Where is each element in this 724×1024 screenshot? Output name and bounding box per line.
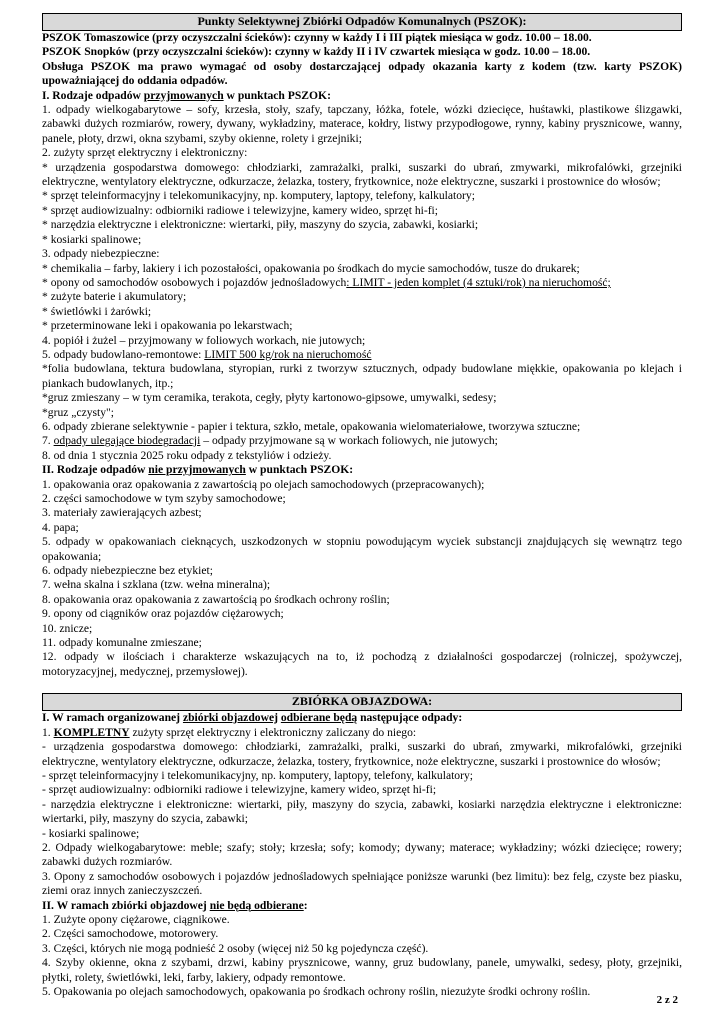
list-item: * przeterminowane leki i opakowania po lekarstwach; <box>42 319 293 333</box>
list-item: 12. odpady w ilościach i charakterze wskazujących na to, iż pochodzą z działalności gospodarczej (rolniczej, spożywczej, motoryzacyjnej, medycznej, przemysłowej). <box>42 650 682 678</box>
list-item: 5. Opakowania po olejach samochodowych, opakowania po środkach ochrony roślin, niezużyte środki ochrony roślin. <box>42 985 591 998</box>
pszok-header: Punkty Selektywnej Zbiórki Odpadów Komunalnych (PSZOK): <box>42 13 682 31</box>
pszok-rejected-heading: II. Rodzaje odpadów nie przyjmowanych w punktach PSZOK: <box>42 463 354 477</box>
pszok-accepted-heading: I. Rodzaje odpadów przyjmowanych w punktach PSZOK: <box>42 88 331 102</box>
list-item: 3. Części, których nie mogą podnieść 2 osoby (więcej niż 50 kg pojedyncza część). <box>42 941 429 955</box>
list-item: 1. Zużyte opony ciężarowe, ciągnikowe. <box>42 912 230 926</box>
list-item: 2. Części samochodowe, motorowery. <box>42 927 219 941</box>
list-item: 1. opakowania oraz opakowania z zawartością po olejach samochodowych (przepracowanych); <box>42 477 485 491</box>
list-item: 3. materiały zawierających azbest; <box>42 506 202 520</box>
list-item: - kosiarki spalinowe; <box>42 826 140 840</box>
section-spacer <box>42 679 682 693</box>
list-item: - urządzenia gospodarstwa domowego: chłodziarki, zamrażalki, pralki, suszarki do ubrań, zmywarki, mikrofalówki, grzejniki elektryczne, wentylatory elektryczne, odkurzacze, żelazka, tostery, frytkownice, noże elektryczne, suszarki i prostownice do włosów; <box>42 740 682 768</box>
list-item: 4. Szyby okienne, okna z szybami, drzwi, kabiny prysznicowe, wanny, gruz budowlany, panele, umywalki, sedesy, płoty, grzejniki, płytki, rolety, świetlówki, leki, farby, lakiery, odpady remontowe. <box>42 956 682 984</box>
objazd-collected-heading: I. W ramach organizowanej zbiórki objazdowej odbierane będą następujące odpady: <box>42 711 463 725</box>
list-item: *gruz zmieszany – w tym ceramika, terakota, cegły, płyty kartonowo-gipsowe, umywalki, sedesy; <box>42 391 497 405</box>
list-item: 2. części samochodowe w tym szyby samochodowe; <box>42 492 286 505</box>
list-item: 4. popiół i żużel – przyjmowany w foliowych workach, nie jutowych; <box>42 333 366 347</box>
list-item: * narzędzia elektryczne i elektroniczne: wiertarki, piły, maszyny do szycia, zabawki, kosiarki; <box>42 218 479 232</box>
list-item: 2. zużyty sprzęt elektryczny i elektroniczny: <box>42 146 248 160</box>
list-item: 6. odpady niebezpieczne bez etykiet; <box>42 564 213 578</box>
list-item: * kosiarki spalinowe; <box>42 232 142 246</box>
pszok-snopkow-hours: PSZOK Snopków (przy oczyszczalni ścieków): czynny w każdy II i IV czwartek miesiąca w godz. 10.00 – 18.00. <box>42 45 591 59</box>
list-item: * urządzenia gospodarstwa domowego: chłodziarki, zamrażalki, pralki, suszarki do ubrań, zmywarki, mikrofalówki, grzejniki elektryczne, wentylatory elektryczne, odkurzacze, żelazka, tostery, frytkownice, noże elektryczne, suszarki i prostownice do włosów; <box>42 160 682 189</box>
list-item: 5. odpady w opakowaniach cieknących, uszkodzonych w stopniu powodującym wyciek substancji znajdujących się wewnątrz tego opakowania; <box>42 535 682 563</box>
page-number: 2 z 2 <box>656 994 678 1006</box>
list-item: * opony od samochodów osobowych i pojazdów jednośladowych: LIMIT - jeden komplet (4 sztuki/rok) na nieruchomość; <box>42 275 611 289</box>
list-item: 1. KOMPLETNY zużyty sprzęt elektryczny i elektroniczny zaliczany do niego: <box>42 725 417 739</box>
objazd-header: ZBIÓRKA OBJAZDOWA: <box>42 693 682 711</box>
document-page <box>42 13 682 999</box>
list-item: 7. odpady ulegające biodegradacji – odpady przyjmowane są w workach foliowych, nie jutowych; <box>42 434 498 448</box>
list-item: * zużyte baterie i akumulatory; <box>42 290 187 304</box>
list-item: 11. odpady komunalne zmieszane; <box>42 636 202 650</box>
list-item: 8. opakowania oraz opakowania z zawartością po środkach ochrony roślin; <box>42 592 390 606</box>
list-item: * sprzęt audiowizualny: odbiorniki radiowe i telewizyjne, kamery wideo, sprzęt hi-fi; <box>42 203 438 217</box>
list-item: 6. odpady zbierane selektywnie - papier i tektura, szkło, metale, opakowania wielomateriałowe, tworzywa sztuczne; <box>42 419 581 433</box>
list-item: - sprzęt teleinformacyjny i telekomunikacyjny, np. komputery, laptopy, telefony, kalkulatory; <box>42 768 473 782</box>
list-item: - sprzęt audiowizualny: odbiorniki radiowe i telewizyjne, kamery wideo, sprzęt hi-fi; <box>42 783 437 797</box>
list-item: *folia budowlana, tektura budowlana, styropian, rurki z tworzyw sztucznych, odpady budowlane miękkie, opakowania po klejach i piankach budowlanych, itp.; <box>42 362 682 390</box>
pszok-card-note: Obsługa PSZOK ma prawo wymagać od osoby dostarczającej odpady okazania karty z kodem (tzw. karty PSZOK) upoważniającej do oddania odpadów. <box>42 59 682 88</box>
list-item: 7. wełna skalna i szklana (tzw. wełna mineralna); <box>42 578 271 592</box>
list-item: 3. odpady niebezpieczne: <box>42 247 160 261</box>
list-item: - narzędzia elektryczne i elektroniczne: wiertarki, piły, maszyny do szycia, zabawki, kosiarki narzędzia elektryczne i elektroniczne: wiertarki, piły, maszyny do szycia, zabawki; <box>42 797 682 826</box>
list-item: * świetlówki i żarówki; <box>42 304 152 318</box>
list-item: 5. odpady budowlano-remontowe: LIMIT 500 kg/rok na nieruchomość <box>42 347 372 361</box>
list-item: 10. znicze; <box>42 621 93 635</box>
list-item: 9. opony od ciągników oraz pojazdów ciężarowych; <box>42 607 284 621</box>
list-item: 4. papa; <box>42 520 79 534</box>
list-item: *gruz „czysty"; <box>42 405 115 419</box>
list-item: * chemikalia – farby, lakiery i ich pozostałości, opakowania po środkach do mycie samochodów, tusze do drukarek; <box>42 261 580 275</box>
pszok-tomaszowice-hours: PSZOK Tomaszowice (przy oczyszczalni ścieków): czynny w każdy I i III piątek miesiąca w godz. 10.00 – 18.00. <box>42 31 592 44</box>
list-item: * sprzęt teleinformacyjny i telekomunikacyjny, np. komputery, laptopy, telefony, kalkulatory; <box>42 189 475 203</box>
list-item: 8. od dnia 1 stycznia 2025 roku odpady z tekstyliów i odzieży. <box>42 448 332 462</box>
list-item: 1. odpady wielkogabarytowe – sofy, krzesła, stoły, szafy, tapczany, łóżka, fotele, wózki dziecięce, huśtawki, plastikowe ślizgawki, zabawki dużych rozmiarów, rowery, dywany, wykładziny, materace, kołdry, listwy przypodłogowe, rynny, kabiny prysznicowe, wanny, panele, płoty, drzwi, okna szybami, szyby okienne, rolety i grzejniki; <box>42 103 682 145</box>
list-item: 2. Odpady wielkogabarytowe: meble; szafy; stoły; krzesła; sofy; komody; dywany; materace; wykładziny; wózki dziecięce; rowery; zabawki dużych rozmiarów. <box>42 840 682 869</box>
list-item: 3. Opony z samochodów osobowych i pojazdów jednośladowych spełniające poniższe warunki (bez limitu): bez felg, czyste bez piasku, ziemi oraz innych zanieczyszczeń. <box>42 869 682 898</box>
objazd-not-collected-heading: II. W ramach zbiórki objazdowej nie będą odbierane: <box>42 898 308 912</box>
